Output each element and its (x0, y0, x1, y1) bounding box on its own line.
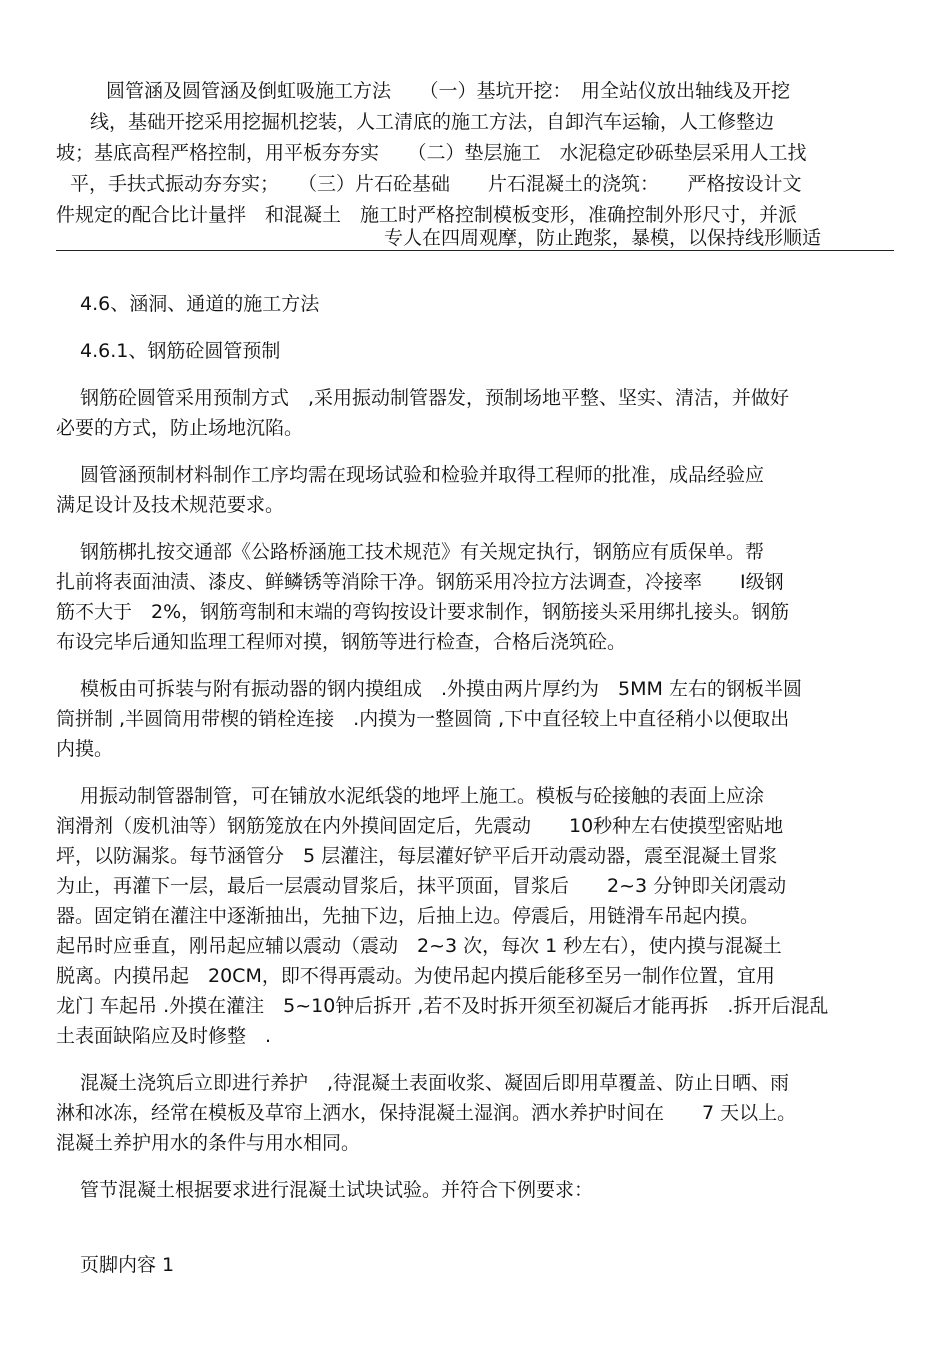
header-line: 线，基础开挖采用挖掘机挖装，人工清底的施工方法，自卸汽车运输，人工修整边 (90, 111, 775, 133)
header-line: 件规定的配合比计量拌 和混凝土 施工时严格控制模板变形，准确控制外形尺寸，并派 (56, 204, 798, 226)
header-line: 专人在四周观摩，防止跑浆，暴模，以保持线形顺适 (384, 227, 822, 249)
paragraph-line: 满足设计及技术规范要求。 (56, 494, 285, 516)
paragraph-line: 扎前将表面油渍、漆皮、鲜鳞锈等消除干净。钢筋采用冷拉方法调查，冷接率 Ⅰ级钢 (56, 571, 784, 593)
page-footer: 页脚内容 1 (80, 1254, 175, 1276)
paragraph-line: 钢筋砼圆管采用预制方式 ,采用振动制管器发，预制场地平整、坚实、清洁，并做好 (80, 387, 790, 409)
paragraph-line: 器。固定销在灌注中逐渐抽出，先抽下边，后抽上边。停震后，用链滑车吊起内摸。 (56, 905, 760, 927)
paragraph-line: 混凝土浇筑后立即进行养护 ,待混凝土表面收浆、凝固后即用草覆盖、防止日晒、雨 (80, 1072, 790, 1094)
header-line: 平，手扶式振动夯夯实； （三）片石砼基础 片石混凝土的浇筑： 严格按设计文 (70, 173, 802, 195)
paragraph-line: 内摸。 (56, 738, 114, 760)
section-heading: 4.6、涵洞、通道的施工方法 (80, 293, 320, 315)
paragraph-line: 润滑剂（废机油等）钢筋笼放在内外摸间固定后，先震动 10秒种左右使摸型密贴地 (56, 815, 784, 837)
paragraph-line: 淋和冰冻，经常在模板及草帘上洒水，保持混凝土湿润。洒水养护时间在 7 天以上。 (56, 1102, 797, 1124)
paragraph-line: 圆管涵预制材料制作工序均需在现场试验和检验并取得工程师的批准，成品经验应 (80, 464, 765, 486)
paragraph-line: 管节混凝土根据要求进行混凝土试块试验。并符合下例要求： (80, 1179, 594, 1201)
paragraph-line: 混凝土养护用水的条件与用水相同。 (56, 1132, 361, 1154)
paragraph-line: 布设完毕后通知监理工程师对摸，钢筋等进行检查，合格后浇筑砼。 (56, 631, 627, 653)
subsection-heading: 4.6.1、钢筋砼圆管预制 (80, 340, 281, 362)
paragraph-line: 土表面缺陷应及时修整 . (56, 1025, 272, 1047)
paragraph-line: 筋不大于 2%，钢筋弯制和末端的弯钩按设计要求制作，钢筋接头采用绑扎接头。钢筋 (56, 601, 790, 623)
paragraph-line: 模板由可拆装与附有振动器的钢内摸组成 .外摸由两片厚约为 5MM 左右的钢板半圆 (80, 678, 802, 700)
paragraph-line: 必要的方式，防止场地沉陷。 (56, 417, 304, 439)
paragraph-line: 起吊时应垂直，刚吊起应辅以震动（震动 2~3 次，每次 1 秒左右），使内摸与混凝土 (56, 935, 782, 957)
header-divider (56, 250, 894, 251)
paragraph-line: 龙门 车起吊 .外摸在灌注 5~10钟后拆开 ,若不及时拆开须至初凝后才能再拆 .拆开后混乱 (56, 995, 829, 1017)
header-line: 圆管涵及圆管涵及倒虹吸施工方法 （一）基坑开挖： 用全站仪放出轴线及开挖 (106, 80, 791, 102)
paragraph-line: 用振动制管器制管，可在铺放水泥纸袋的地坪上施工。模板与砼接触的表面上应涂 (80, 785, 765, 807)
paragraph-line: 坪，以防漏浆。每节涵管分 5 层灌注，每层灌好铲平后开动震动器，震至混凝土冒浆 (56, 845, 778, 867)
paragraph-line: 筒拼制 ,半圆筒用带楔的销栓连接 .内摸为一整圆筒 ,下中直径较上中直径稍小以便取出 (56, 708, 790, 730)
paragraph-line: 为止，再灌下一层，最后一层震动冒浆后，抹平顶面，冒浆后 2~3 分钟即关闭震动 (56, 875, 787, 897)
paragraph-line: 脱离。内摸吊起 20CM，即不得再震动。为使吊起内摸后能移至另一制作位置，宜用 (56, 965, 775, 987)
header-line: 坡；基底高程严格控制，用平板夯夯实 （二）垫层施工 水泥稳定砂砾垫层采用人工找 (56, 142, 807, 164)
paragraph-line: 钢筋梆扎按交通部《公路桥涵施工技术规范》有关规定执行，钢筋应有质保单。帮 (80, 541, 765, 563)
